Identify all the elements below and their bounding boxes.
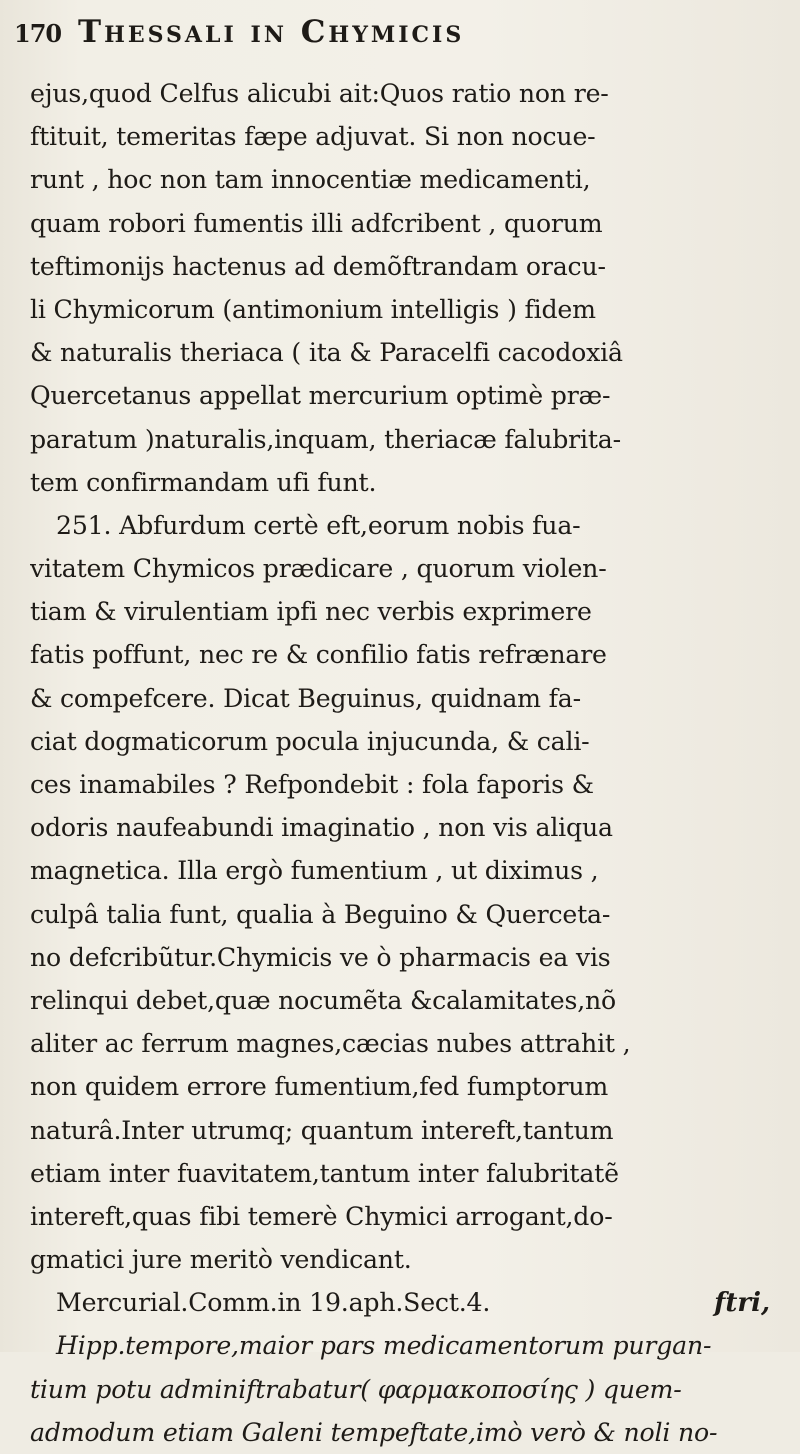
text-line: ejus,quod Celfus alicubi ait:Quos ratio non re- — [30, 79, 609, 108]
text-line: non quidem errore fumentium,fed fumptorum — [30, 1072, 609, 1102]
text-line: & compefcere. Dicat Beguinus, quidnam fa- — [30, 683, 581, 713]
page-header — [14, 14, 794, 60]
text-line: intereft,quas fibi temerè Chymici arrogant,do- — [30, 1201, 613, 1231]
text-line: li Chymicorum (antimonium intelligis ) fidem — [30, 294, 596, 324]
text-line: ces inamabiles ? Refpondebit : fola faporis & — [30, 770, 594, 799]
text-line: odoris naufeabundi imaginatio , non vis aliqua — [30, 813, 613, 843]
quotation-line: tium potu adminiftrabatur( φαρμακοποσίης ) quem- — [30, 1374, 682, 1404]
text-line: ciat dogmaticorum pocula injucunda, & cali- — [30, 726, 590, 756]
quotation-line: admodum etiam Galeni tempeftate,imò verò & noli no- — [30, 1417, 718, 1447]
body-text — [30, 72, 794, 1454]
paragraph-start-line: 251. Abfurdum certè eft,eorum nobis fua- — [56, 510, 581, 540]
text-line: vitatem Chymicos prædicare , quorum violen- — [30, 554, 607, 584]
catchword: ftri, — [714, 1288, 770, 1318]
text-line: teftimonijs hactenus ad demõftrandam oracu- — [30, 251, 606, 281]
quotation-line: Hipp.tempore,maior pars medicamentorum purgan- — [56, 1331, 712, 1361]
text-line: relinqui debet,quæ nocumẽta &calamitates,nõ — [30, 985, 616, 1015]
text-line: & naturalis theriaca ( ita & Paracelfi cacodoxiâ — [30, 338, 623, 368]
text-line: fatis poffunt, nec re & confilio fatis refrænare — [30, 640, 607, 670]
text-line: etiam inter fuavitatem,tantum inter falubritatẽ — [30, 1158, 619, 1188]
text-line: culpâ talia funt, qualia à Beguino & Querceta- — [30, 899, 611, 929]
running-head: Thessali in Chymicis — [78, 14, 465, 50]
text-line: runt , hoc non tam innocentiæ medicamenti, — [30, 165, 591, 195]
text-line: paratum )naturalis,inquam, theriacæ falubrita- — [30, 424, 621, 454]
text-line: aliter ac ferrum magnes,cæcias nubes attrahit , — [30, 1029, 631, 1059]
page-number: 170 — [14, 19, 62, 48]
text-line: magnetica. Illa ergò fumentium , ut diximus , — [30, 856, 599, 886]
text-line: quam robori fumentis illi adfcribent , quorum — [30, 208, 603, 238]
text-line: ftituit, temeritas fæpe adjuvat. Si non nocue- — [30, 122, 596, 152]
text-line: naturâ.Inter utrumq; quantum intereft,tantum — [30, 1115, 614, 1145]
text-line: no defcribũtur.Chymicis ve ò pharmacis ea vis — [30, 942, 611, 972]
text-line: Quercetanus appellat mercurium optimè præ- — [30, 381, 611, 411]
text-line: tem confirmandam ufi funt. — [30, 467, 377, 497]
text-line: gmatici jure meritò vendicant. — [30, 1245, 412, 1275]
text-line: tiam & virulentiam ipfi nec verbis exprimere — [30, 597, 592, 627]
citation-line: Mercurial.Comm.in 19.aph.Sect.4. — [56, 1288, 491, 1318]
